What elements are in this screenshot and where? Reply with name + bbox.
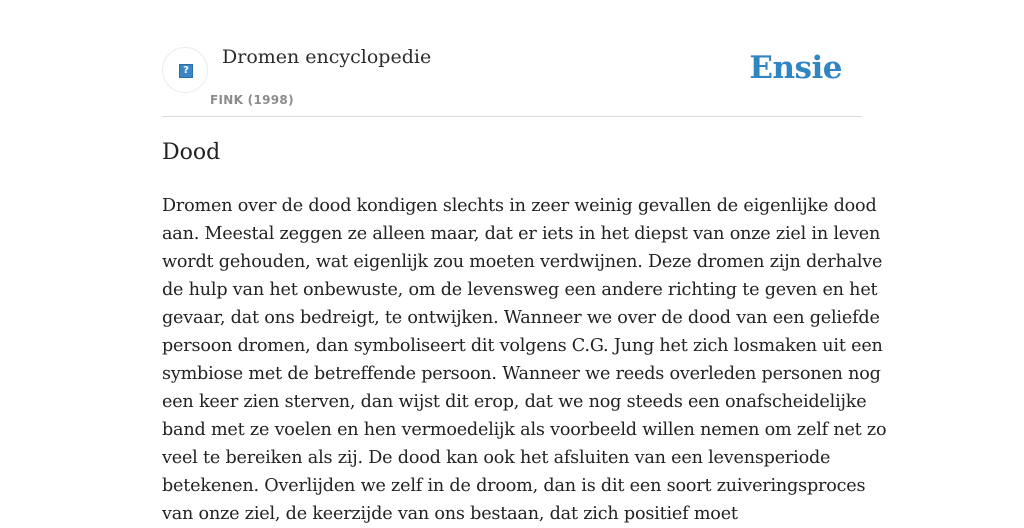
entry-line: symbiose met de betreffende persoon. Wanneer we reeds overleden personen nog <box>162 364 881 384</box>
entry-line: band met ze voelen en hen vermoedelijk als voorbeeld willen nemen om zelf net zo <box>162 420 887 440</box>
entry-body <box>162 192 887 528</box>
entry-line: aan. Meestal zeggen ze alleen maar, dat er iets in het diepst van onze ziel in leven <box>162 224 881 244</box>
entry-line: wordt gehouden, wat eigenlijk zou moeten verdwijnen. Deze dromen zijn derhalve <box>162 252 883 272</box>
entry-line: gevaar, dat ons bedreigt, te ontwijken. Wanneer we over de dood van een geliefde <box>162 308 880 328</box>
ensie-logo[interactable]: Ensie <box>749 50 842 86</box>
source-author[interactable]: FINK (1998) <box>210 93 294 107</box>
entry-line: betekenen. Overlijden we zelf in de droom, dan is dit een soort zuiveringsproces <box>162 476 866 496</box>
entry-line: Dromen over de dood kondigen slechts in zeer weinig gevallen de eigenlijke dood <box>162 196 877 216</box>
source-book-icon[interactable] <box>162 47 208 93</box>
entry-title: Dood <box>162 140 221 165</box>
source-header <box>162 0 862 117</box>
entry-line: een keer zien sterven, dan wijst dit erop, dat we nog steeds een onafscheidelijke <box>162 392 867 412</box>
entry-line: van onze ziel, de keerzijde van ons bestaan, dat zich positief moet <box>162 504 738 524</box>
question-book-icon: ? <box>179 64 193 78</box>
source-title[interactable]: Dromen encyclopedie <box>222 46 432 68</box>
entry-line: persoon dromen, dan symboliseert dit volgens C.G. Jung het zich losmaken uit een <box>162 336 883 356</box>
entry-line: veel te bereiken als zij. De dood kan ook het afsluiten van een levensperiode <box>162 448 831 468</box>
entry-line: de hulp van het onbewuste, om de levensweg een andere richting te geven en het <box>162 280 878 300</box>
